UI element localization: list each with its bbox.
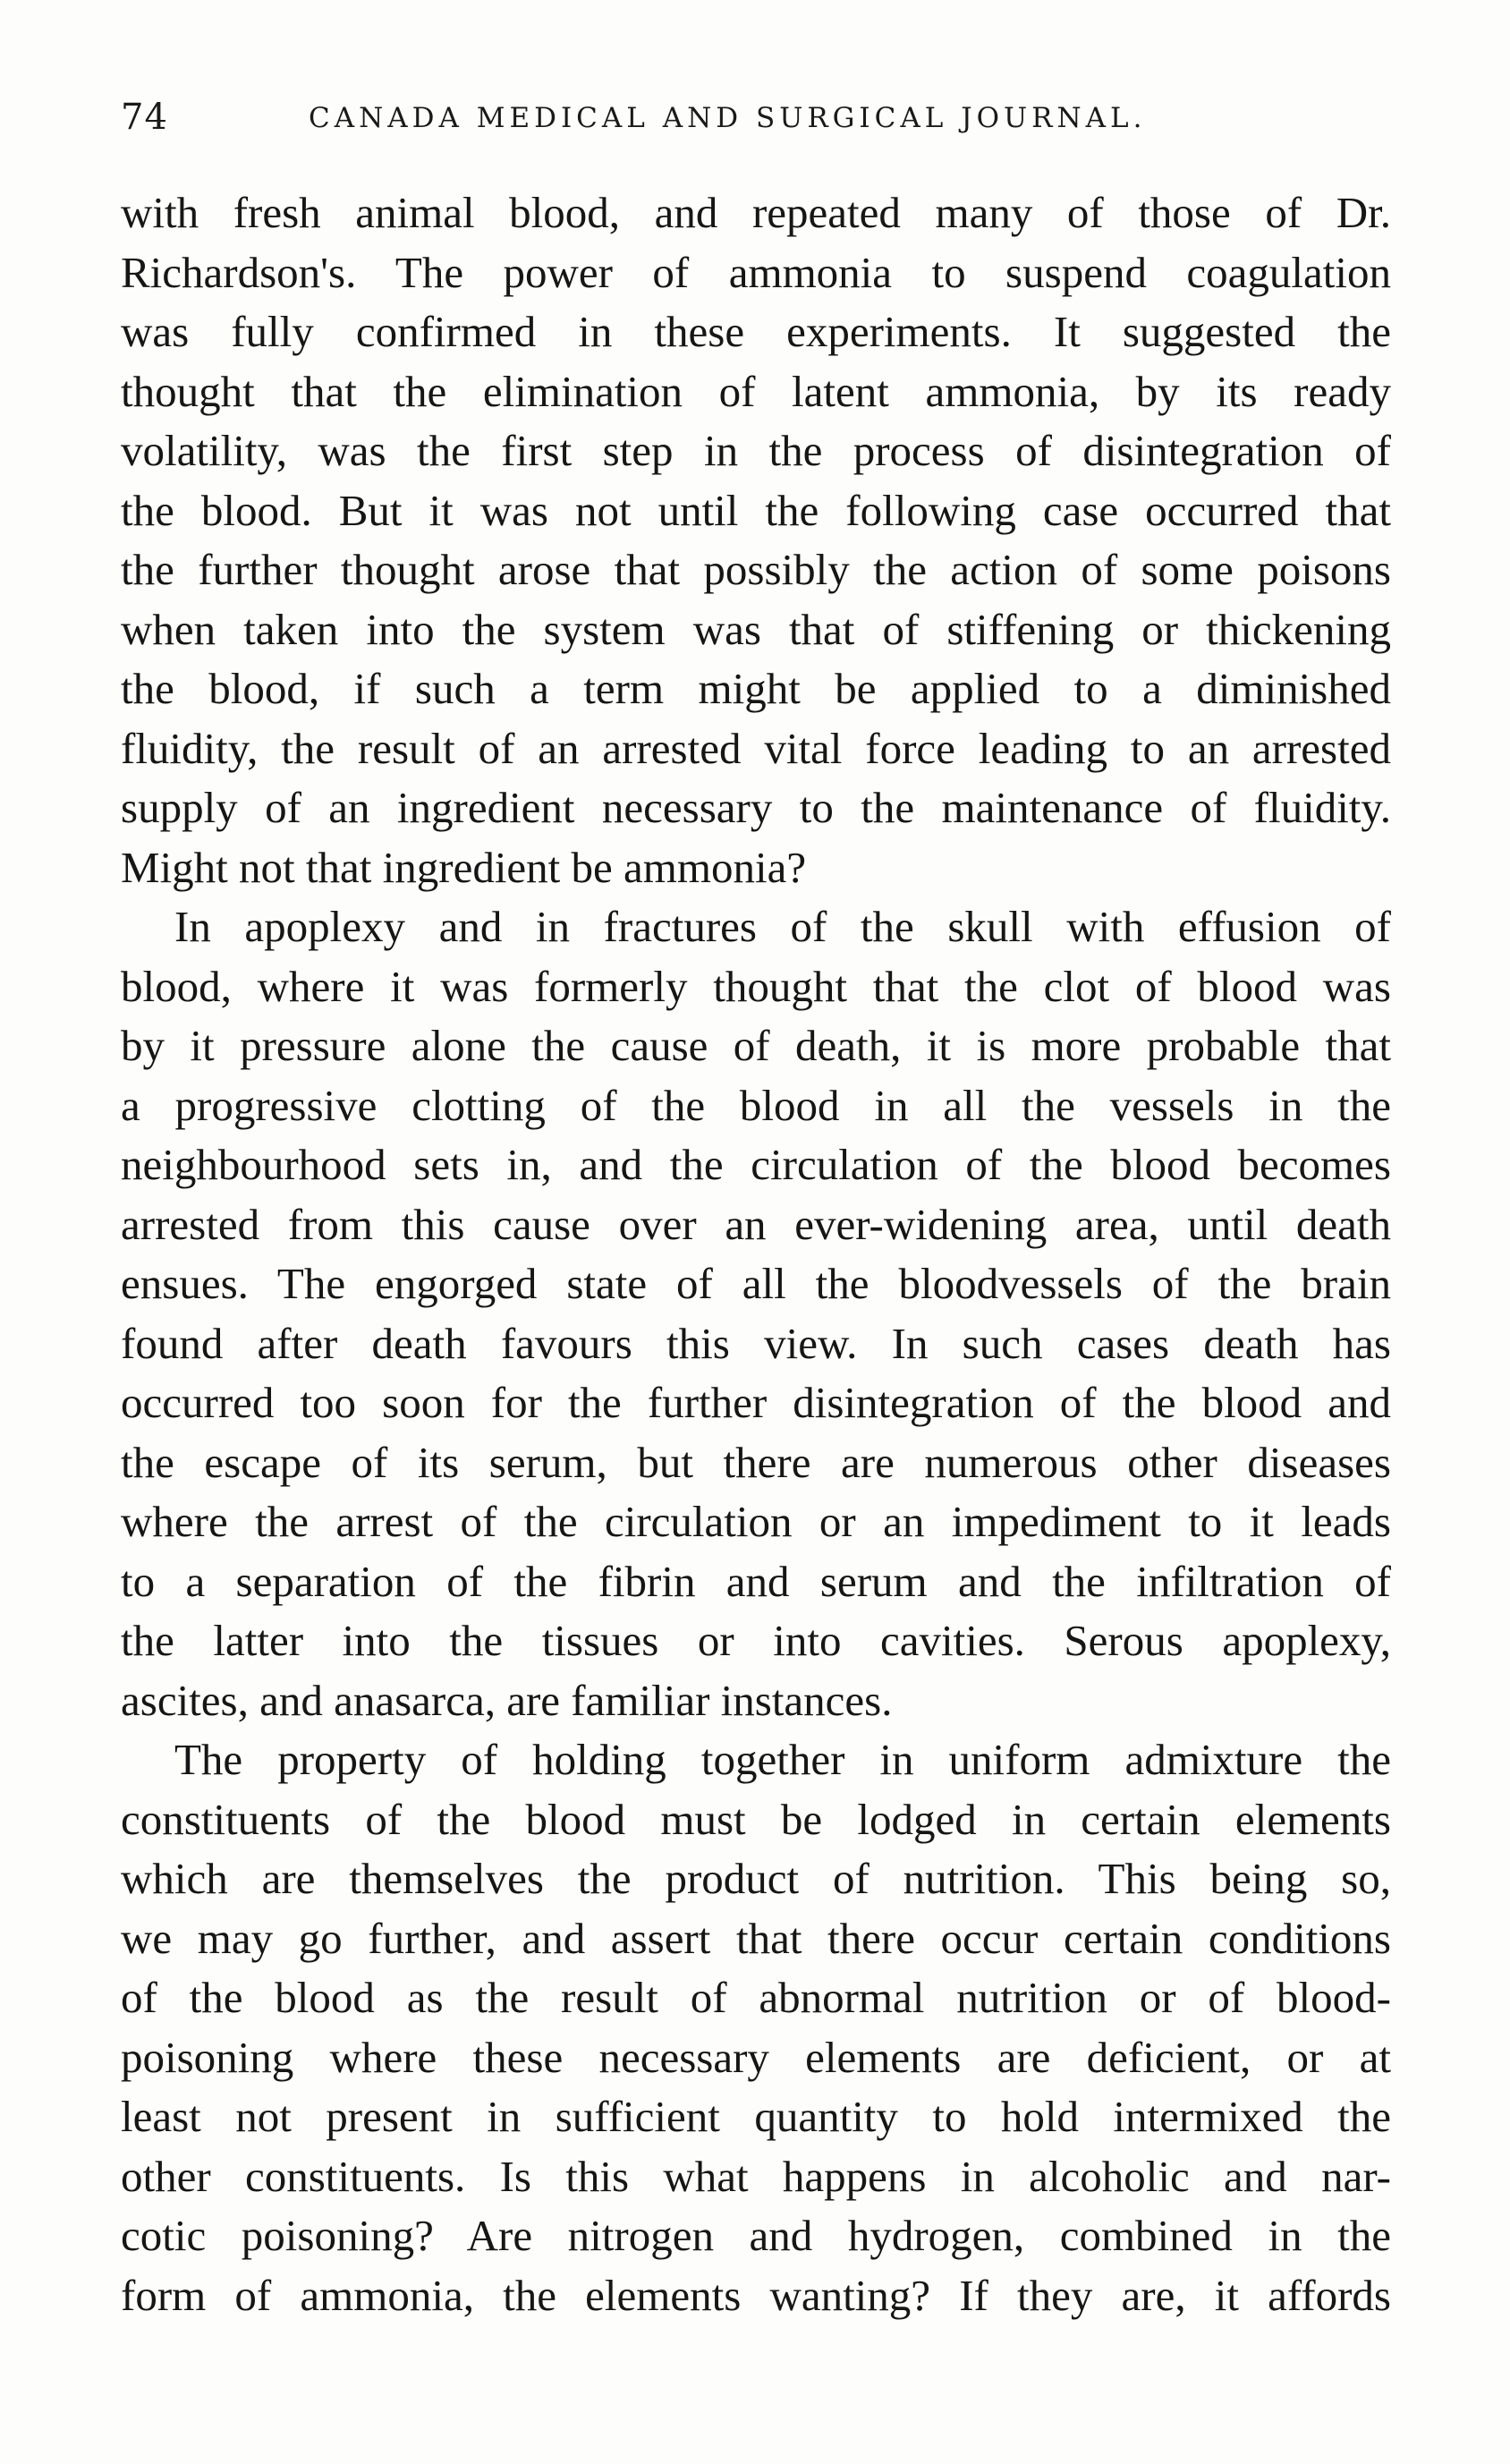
text-line: volatility, was the first step in the process of disintegration of <box>121 426 1391 475</box>
text-line: ensues. The engorged state of all the bloodvessels of the brain <box>121 1259 1391 1308</box>
text-line: Might not that ingredient be ammonia? <box>121 842 807 892</box>
text-line: In apoplexy and in fractures of the skull with effusion of <box>174 902 1391 951</box>
text-line: the escape of its serum, but there are numerous other diseases <box>121 1437 1391 1487</box>
text-line: thought that the elimination of latent ammonia, by its ready <box>121 366 1391 416</box>
text-line: Richardson's. The power of ammonia to suspend coagulation <box>121 247 1391 297</box>
text-line: cotic poisoning? Are nitrogen and hydrogen, combined in the <box>121 2211 1391 2260</box>
text-line: the further thought arose that possibly the action of some poisons <box>121 545 1391 594</box>
text-line: to a separation of the fibrin and serum and the infiltration of <box>121 1556 1391 1606</box>
text-line: neighbourhood sets in, and the circulation of the blood becomes <box>121 1140 1391 1189</box>
body-text <box>121 183 1391 2325</box>
text-line: fluidity, the result of an arrested vital force leading to an arrested <box>121 723 1391 773</box>
text-line: occurred too soon for the further disintegration of the blood and <box>121 1378 1391 1427</box>
text-line: a progressive clotting of the blood in all the vessels in the <box>121 1080 1391 1130</box>
page-header <box>121 97 1391 141</box>
text-line: form of ammonia, the elements wanting? If they are, it affords <box>121 2270 1391 2320</box>
text-line: of the blood as the result of abnormal nutrition or of blood- <box>121 1973 1391 2022</box>
text-line: supply of an ingredient necessary to the maintenance of fluidity. <box>121 783 1391 832</box>
text-line: we may go further, and assert that there occur certain conditions <box>121 1913 1391 1963</box>
paragraph-1 <box>121 183 1391 897</box>
text-line: constituents of the blood must be lodged in certain elements <box>121 1794 1391 1844</box>
text-line: was fully confirmed in these experiments. It suggested the <box>121 307 1391 356</box>
paragraph-3 <box>121 1730 1391 2325</box>
text-line: by it pressure alone the cause of death, it is more probable that <box>121 1021 1391 1070</box>
text-line: which are themselves the product of nutrition. This being so, <box>121 1854 1391 1903</box>
text-line: ascites, and anasarca, are familiar instances. <box>121 1675 893 1725</box>
paragraph-2 <box>121 897 1391 1730</box>
text-line: blood, where it was formerly thought that the clot of blood was <box>121 961 1391 1011</box>
text-line: poisoning where these necessary elements are deficient, or at <box>121 2032 1391 2082</box>
text-line: least not present in sufficient quantity to hold intermixed the <box>121 2092 1391 2141</box>
page-number: 74 <box>121 97 168 138</box>
text-line: found after death favours this view. In such cases death has <box>121 1318 1391 1368</box>
text-line: when taken into the system was that of stiffening or thickening <box>121 604 1391 654</box>
text-line: arrested from this cause over an ever-widening area, until death <box>121 1199 1391 1249</box>
text-line: the latter into the tissues or into cavities. Serous apoplexy, <box>121 1616 1391 1665</box>
text-line: where the arrest of the circulation or an impediment to it leads <box>121 1497 1391 1546</box>
text-line: The property of holding together in uniform admixture the <box>174 1735 1391 1784</box>
running-title: CANADA MEDICAL AND SURGICAL JOURNAL. <box>309 102 1147 134</box>
text-line: the blood. But it was not until the following case occurred that <box>121 485 1391 535</box>
text-line: other constituents. Is this what happens in alcoholic and nar- <box>121 2151 1391 2201</box>
text-line: with fresh animal blood, and repeated many of those of Dr. <box>121 188 1391 237</box>
text-line: the blood, if such a term might be applied to a diminished <box>121 664 1391 713</box>
